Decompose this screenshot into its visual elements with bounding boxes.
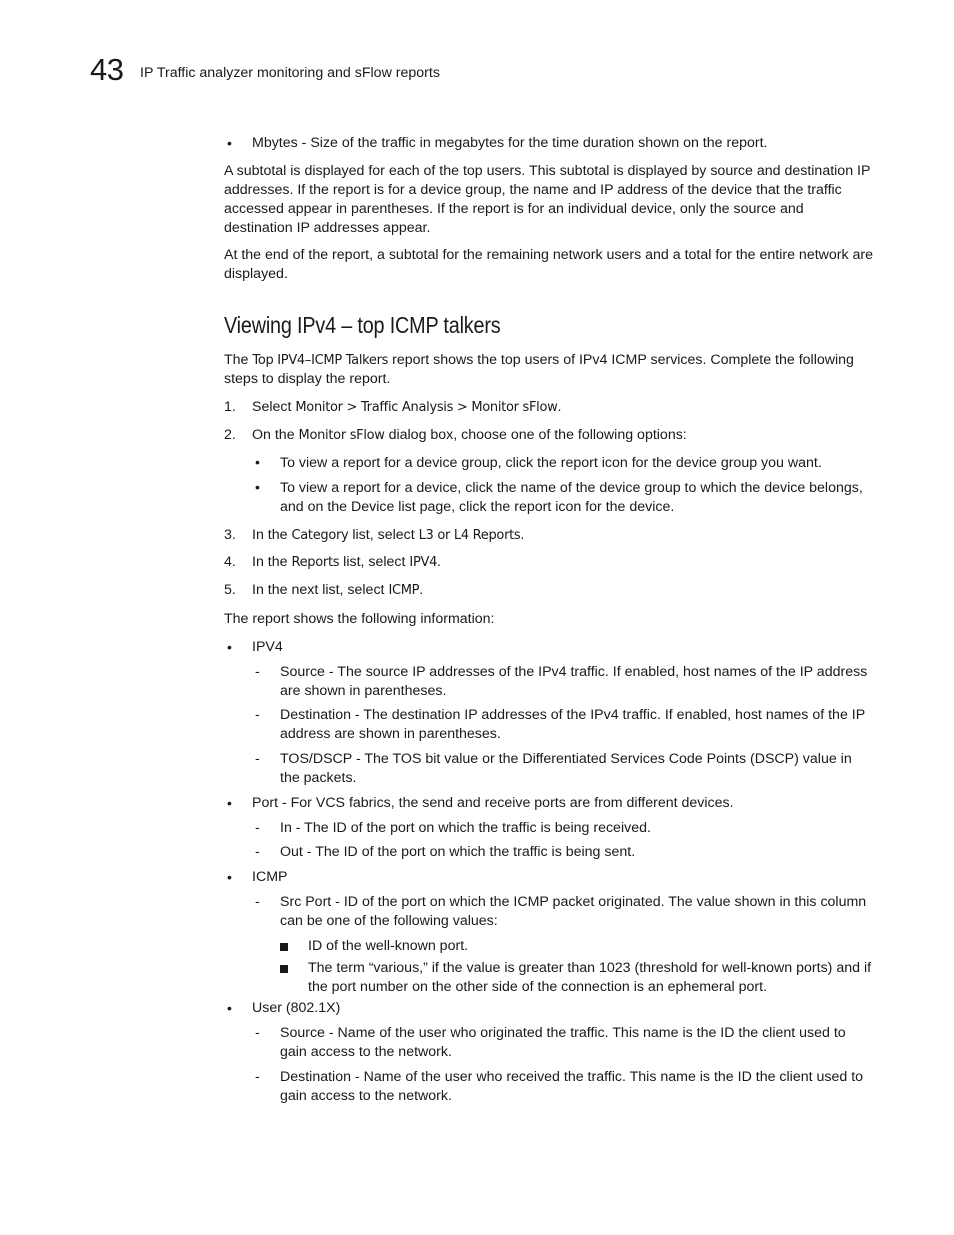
step-text: In the next list, select ICMP. (252, 582, 424, 598)
bullet-text: ICMP (252, 869, 288, 885)
report-lead: The report shows the following information: (224, 611, 495, 627)
step-number: 1. (224, 399, 236, 415)
section-heading: Viewing IPv4 – top ICMP talkers (224, 312, 501, 338)
dash-text: TOS/DSCP - The TOS bit value or the Differentiated Services Code Points (DSCP) value in the packets. (280, 751, 852, 786)
dash-text: Src Port - ID of the port on which the ICMP packet originated. The value shown in this column can be one of the following values: (280, 894, 867, 929)
square-bullet-icon (280, 965, 288, 973)
step-text: On the Monitor sFlow dialog box, choose one of the following options: (252, 427, 687, 443)
bullet-text: Port - For VCS fabrics, the send and receive ports are from different devices. (252, 795, 734, 811)
bullet-marker: • (227, 135, 232, 151)
dash-text: Destination - The destination IP addresses of the IPv4 traffic. If enabled, host names of the IP address are shown in parentheses. (280, 707, 865, 742)
step-number: 2. (224, 427, 236, 443)
square-bullet-icon (280, 943, 288, 951)
bullet-marker: • (255, 455, 260, 471)
bullet-marker: • (227, 869, 232, 885)
step-text: In the Reports list, select IPV4. (252, 554, 441, 570)
dash-marker: - (255, 751, 260, 767)
dash-text: Destination - Name of the user who received the traffic. This name is the ID the client used to gain access to the network. (280, 1069, 864, 1104)
dash-marker: - (255, 820, 260, 836)
dash-marker: - (255, 844, 260, 860)
dash-marker: - (255, 894, 260, 910)
bullet-marker: • (227, 639, 232, 655)
ui-label: Monitor sFlow (298, 428, 385, 443)
chapter-title: IP Traffic analyzer monitoring and sFlow reports (140, 65, 440, 81)
ui-label: Category (291, 528, 349, 543)
section-intro: The Top IPV4–ICMP Talkers report shows the top users of IPv4 ICMP services. Complete the following steps to display the report. (224, 352, 854, 387)
dash-marker: - (255, 707, 260, 723)
dash-text: Source - The source IP addresses of the IPv4 traffic. If enabled, host names of the IP address are shown in parentheses. (280, 664, 868, 699)
chapter-number: 43 (90, 52, 124, 87)
bullet-marker: • (227, 1000, 232, 1016)
ui-label: Reports (291, 555, 340, 570)
dash-text: Source - Name of the user who originated the traffic. This name is the ID the client used to gain access to the network. (280, 1025, 846, 1060)
step-number: 4. (224, 554, 236, 570)
square-bullet-text: The term “various,” if the value is greater than 1023 (threshold for well-known ports) and if the port number on the other side of the connection is an ephemeral port. (308, 960, 872, 995)
dash-marker: - (255, 664, 260, 680)
ui-label: L3 or L4 Reports (418, 528, 521, 543)
dash-text: In - The ID of the port on which the traffic is being received. (280, 820, 651, 836)
paragraph-subtotal: A subtotal is displayed for each of the top users. This subtotal is displayed by source and destination IP addresses. If the report is for a device group, the name and IP address of the device that the traffic accessed appear in parentheses. If the report is for an individual device, only the source and destination IP addresses appear. (224, 163, 871, 236)
square-bullet-text: ID of the well-known port. (308, 938, 469, 954)
ui-label: Top IPV4–ICMP Talkers (252, 353, 389, 368)
step-number: 5. (224, 582, 236, 598)
bullet-text: To view a report for a device, click the name of the device group to which the device belongs, and on the Device list page, click the report icon for the device. (280, 480, 863, 515)
bullet-marker: • (255, 480, 260, 496)
ui-label: ICMP (388, 583, 420, 598)
bullet-text: To view a report for a device group, click the report icon for the device group you want. (280, 455, 822, 471)
bullet-text: IPV4 (252, 639, 283, 655)
bullet-text: User (802.1X) (252, 1000, 341, 1016)
step-text: Select Monitor > Traffic Analysis > Monitor sFlow. (252, 399, 562, 415)
step-text: In the Category list, select L3 or L4 Reports. (252, 527, 525, 543)
bullet-text: Mbytes - Size of the traffic in megabytes for the time duration shown on the report. (252, 135, 768, 151)
bullet-marker: • (227, 795, 232, 811)
dash-marker: - (255, 1069, 260, 1085)
dash-marker: - (255, 1025, 260, 1041)
step-number: 3. (224, 527, 236, 543)
ui-label: IPV4 (409, 555, 438, 570)
paragraph-end-of-report: At the end of the report, a subtotal for the remaining network users and a total for the entire network are displayed. (224, 247, 874, 282)
ui-label: Monitor > Traffic Analysis > Monitor sFlow (295, 400, 558, 415)
dash-text: Out - The ID of the port on which the traffic is being sent. (280, 844, 636, 860)
